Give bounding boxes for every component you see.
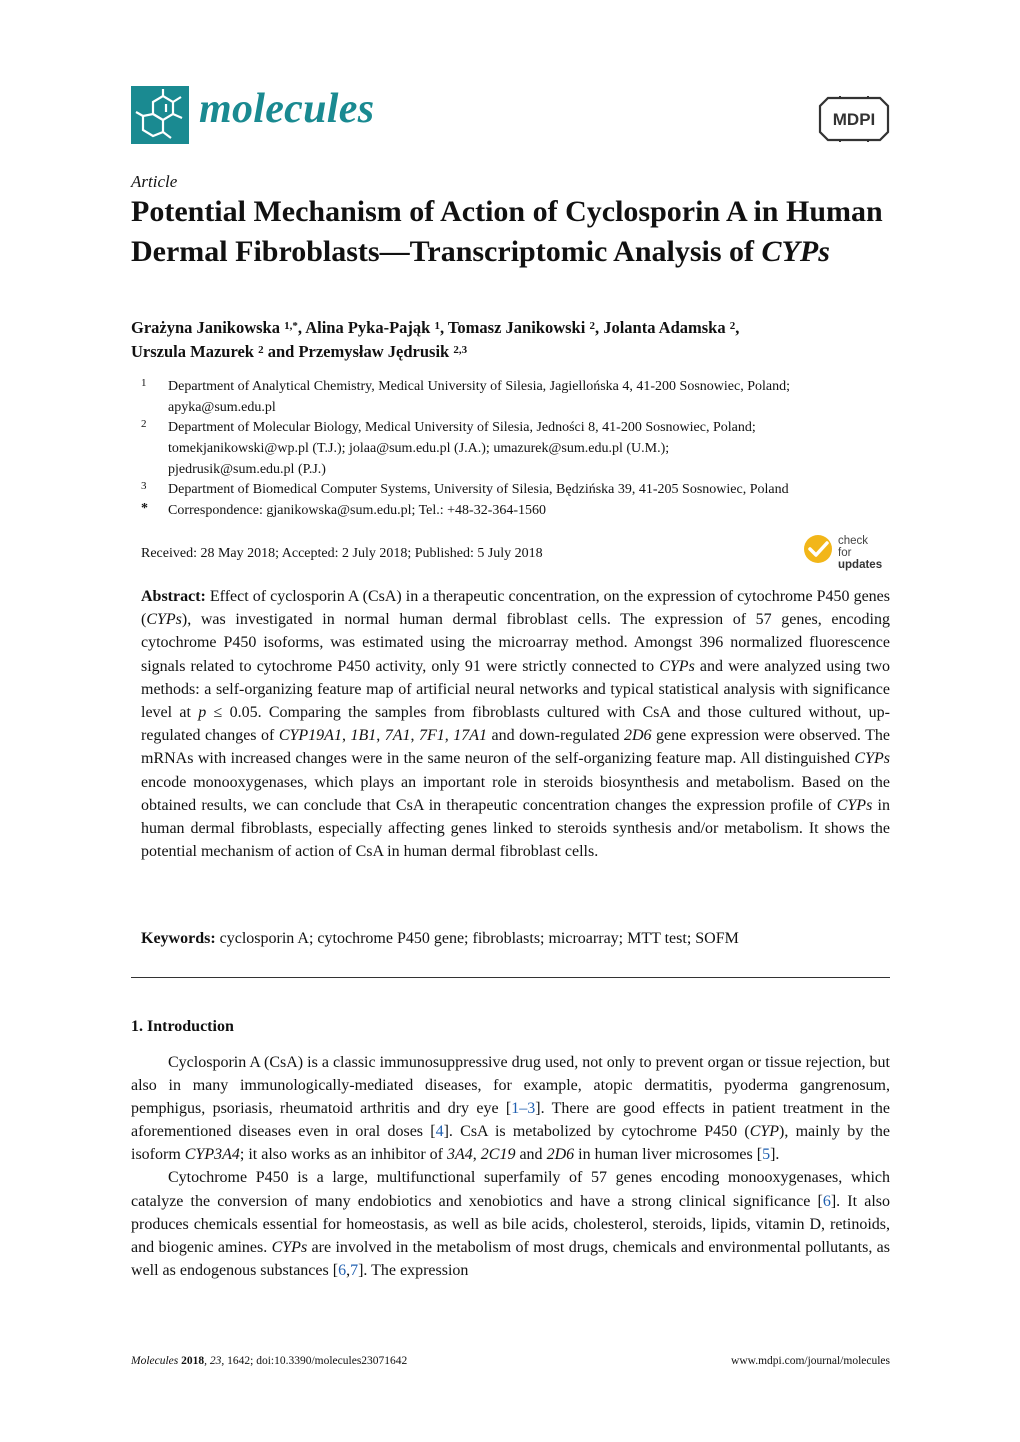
abstract — [141, 585, 890, 863]
reference-link[interactable]: 3 — [527, 1100, 536, 1118]
paragraph — [131, 1051, 890, 1166]
section-divider — [131, 977, 890, 978]
footer-citation — [131, 1355, 407, 1367]
abstract-italic: 7F1 — [418, 727, 445, 745]
abstract-label: Abstract: — [141, 588, 206, 605]
abstract-text: ), was investigated in normal human dermal fibroblast cells. The expression of 57 genes, encoding cytochrome P450 isoforms, was estimated using the microarray method. Amongst 396 normalized fluorescence signals related to cytochrome P450 activity, only 91 were strictly connected to — [141, 611, 890, 675]
body-text: in human liver microsomes [ — [574, 1146, 763, 1164]
abstract-italic: CYPs — [854, 750, 890, 768]
author-affil: 1,* — [284, 320, 298, 332]
abstract-italic: 17A1 — [453, 727, 488, 745]
abstract-italic: 2D6 — [623, 727, 652, 745]
footer-journal: Molecules — [131, 1355, 179, 1367]
abstract-text: , — [376, 727, 385, 745]
body-italic: CYP3A4 — [184, 1146, 240, 1164]
body-text: and — [515, 1146, 547, 1164]
abstract-text: Effect of cyclosporin A (CsA) in a therapeutic concentration, on the expression of cytochrome P450 genes ( — [141, 588, 890, 629]
keywords-label: Keywords: — [141, 930, 216, 947]
affiliation-email[interactable]: tomekjanikowski@wp.pl (T.J.); jolaa@sum.edu.pl (J.A.); umazurek@sum.edu.pl (U.M.); — [168, 440, 670, 456]
footer-year: 2018 — [178, 1355, 205, 1367]
author-name: Jolanta Adamska — [603, 318, 726, 337]
affiliation-line: Department of Molecular Biology, Medical University of Silesia, Jedności 8, 41-200 Sosnowiec, Poland; — [168, 420, 756, 435]
intro-body — [131, 1051, 890, 1282]
body-text: , — [472, 1146, 481, 1164]
keywords-text: cyclosporin A; cytochrome P450 gene; fibroblasts; microarray; MTT test; SOFM — [215, 930, 739, 947]
reference-link[interactable]: 4 — [435, 1123, 444, 1141]
abstract-text: and were analyzed using two methods: a self-organizing feature map of artificial neural networks and typical statistical analysis with significance level at — [141, 657, 890, 722]
abstract-text: and down-regulated — [487, 727, 624, 745]
check-updates-icon — [802, 533, 834, 565]
author-affil: 2 — [589, 320, 595, 332]
body-text: ), mainly by the isoform — [131, 1123, 891, 1164]
author-name: Urszula Mazurek — [131, 342, 254, 361]
body-italic: CYP — [749, 1123, 780, 1141]
check-updates-line1: check for — [838, 535, 869, 559]
abstract-italic: p — [198, 704, 207, 722]
body-italic: CYPs — [271, 1238, 308, 1256]
abstract-text: encode monooxygenases, which plays an important role in steroids biosynthesis and metabolism. Based on the obtained results, we can conclude that CsA in therapeutic concentration changes the expression profile of — [141, 773, 890, 814]
body-text: are involved in the metabolism of most drugs, chemicals and environmental pollutants, as well as endogenous substances [ — [131, 1238, 891, 1279]
section-heading: 1. Introduction — [131, 1018, 234, 1035]
footer-url[interactable]: www.mdpi.com/journal/molecules — [731, 1355, 890, 1367]
body-text: ]. There are good effects in patient treatment in the aforementioned diseases even in oral doses [ — [131, 1100, 891, 1141]
abstract-italic: CYPs — [659, 657, 695, 675]
correspondence-marker: * — [141, 501, 148, 516]
correspondence — [168, 501, 898, 522]
publication-dates: Received: 28 May 2018; Accepted: 2 July 2018; Published: 5 July 2018 — [141, 546, 543, 561]
author-affil: 2 — [258, 344, 264, 356]
author-list: Grażyna Janikowska $^{1,*}$, Alina Pyka-Pająk $^1$, Tomasz Janikowski $^2$, Jolanta Adamska $^2$, Urszula Mazurek $^2$ and Przemysław Jędrusik $^{2,3}$ — [131, 318, 740, 361]
body-text: ]. It also produces chemicals essential for homeostasis, as well as bile acids, cholesterol, steroids, lipids, vitamin D, retinoids, and biogenic amines. — [131, 1192, 890, 1256]
abstract-text: , — [410, 727, 419, 745]
paragraph — [131, 1166, 890, 1281]
reference-link[interactable]: 1 — [511, 1100, 520, 1118]
affiliation-number: 1 — [141, 377, 147, 389]
abstract-italic: CYP19A1 — [278, 727, 342, 745]
body-italic: 3A4 — [447, 1146, 473, 1164]
article-title — [131, 192, 901, 272]
title-text: Potential Mechanism of Action of Cyclosporin A in Human Dermal Fibroblasts—Transcriptomic Analysis of — [131, 195, 883, 268]
affiliation-3 — [168, 480, 898, 501]
mdpi-logo-icon — [818, 96, 890, 147]
abstract-italic: CYPs — [836, 796, 873, 814]
body-text: ]. — [770, 1146, 780, 1164]
reference-link[interactable]: 6 — [338, 1261, 347, 1279]
affiliation-email[interactable]: apyka@sum.edu.pl — [168, 399, 276, 415]
abstract-text: in human dermal fibroblasts, especially affecting genes linked to steroids synthesis and/or metabolism. It shows the potential mechanism of action of CsA in human dermal fibroblast cells. — [141, 796, 890, 861]
abstract-italic: CYPs — [146, 611, 182, 629]
body-italic: 2D6 — [546, 1146, 575, 1164]
reference-dash: – — [519, 1100, 528, 1118]
author-affil: 2 — [729, 320, 736, 332]
affiliation-number: 3 — [141, 480, 147, 492]
body-text: Cytochrome P450 is a large, multifunctional superfamily of 57 genes encoding monooxygenases, which catalyze the conversion of many endobiotics and xenobiotics and have a strong clinical significance [ — [131, 1169, 890, 1210]
author-name: Tomasz Janikowski — [447, 318, 586, 337]
affiliation-email[interactable]: pjedrusik@sum.edu.pl (P.J.) — [168, 461, 326, 477]
check-for-updates-button[interactable] — [802, 533, 883, 571]
footer-volume: , 23 — [204, 1355, 222, 1367]
body-text: Cyclosporin A (CsA) is a classic immunosuppressive drug used, not only to prevent organ or tissue rejection, but also in many immunologically-mediated diseases, for example, atopic dermatitis, pyoderma gangrenosum, pemphigus, psoriasis, rheumatoid arthritis and dry eye [ — [131, 1054, 890, 1118]
affiliation-line: Department of Biomedical Computer Systems, University of Silesia, Będzińska 39, 41-205 Sosnowiec, Poland — [168, 482, 789, 497]
author-name: Grażyna Janikowska — [131, 318, 280, 337]
abstract-text: gene expression were observed. The mRNAs with increased changes were in the same neuron of the self-organizing feature map. All distinguished — [141, 727, 891, 768]
abstract-italic: 1B1 — [350, 727, 377, 745]
affiliation-line: Department of Analytical Chemistry, Medical University of Silesia, Jagiellońska 4, 41-200 Sosnowiec, Poland; — [168, 379, 790, 394]
affiliation-2 — [168, 418, 898, 480]
correspondence-line: Correspondence: gjanikowska@sum.edu.pl; Tel.: +48-32-364-1560 — [168, 503, 547, 518]
mdpi-logo-text: MDPI — [832, 110, 876, 129]
abstract-text: , — [341, 727, 351, 745]
body-text: , — [346, 1261, 351, 1279]
keywords — [141, 930, 739, 948]
author-name: Alina Pyka-Pająk — [305, 318, 431, 337]
affiliation-1 — [168, 377, 898, 419]
check-updates-line2: updates — [838, 559, 883, 571]
body-text: ]. The expression — [358, 1261, 469, 1279]
author-conjunction: and — [267, 342, 295, 361]
reference-link[interactable]: 5 — [762, 1146, 771, 1164]
author-affil: 2,3 — [453, 344, 468, 356]
body-text: ; it also works as an inhibitor of — [239, 1146, 447, 1164]
abstract-text: ≤ 0.05. Comparing the samples from fibroblasts cultured with CsA and those cultured without, up-regulated changes of — [141, 704, 891, 745]
author-affil: 1 — [434, 320, 440, 332]
reference-link[interactable]: 7 — [350, 1261, 359, 1279]
article-type: Article — [131, 172, 178, 191]
author-name: Przemysław Jędrusik — [298, 342, 450, 361]
title-italic: CYPs — [761, 235, 830, 268]
abstract-italic: 7A1 — [384, 727, 411, 745]
footer-doi: , 1642; doi:10.3390/molecules23071642 — [221, 1355, 408, 1367]
reference-link[interactable]: 6 — [822, 1192, 831, 1210]
body-text: ]. CsA is metabolized by cytochrome P450 ( — [443, 1123, 750, 1141]
body-italic: 2C19 — [480, 1146, 516, 1164]
journal-name: molecules — [199, 86, 375, 132]
abstract-text: , — [444, 727, 454, 745]
affiliation-number: 2 — [141, 418, 147, 430]
journal-logo-icon — [131, 86, 189, 144]
